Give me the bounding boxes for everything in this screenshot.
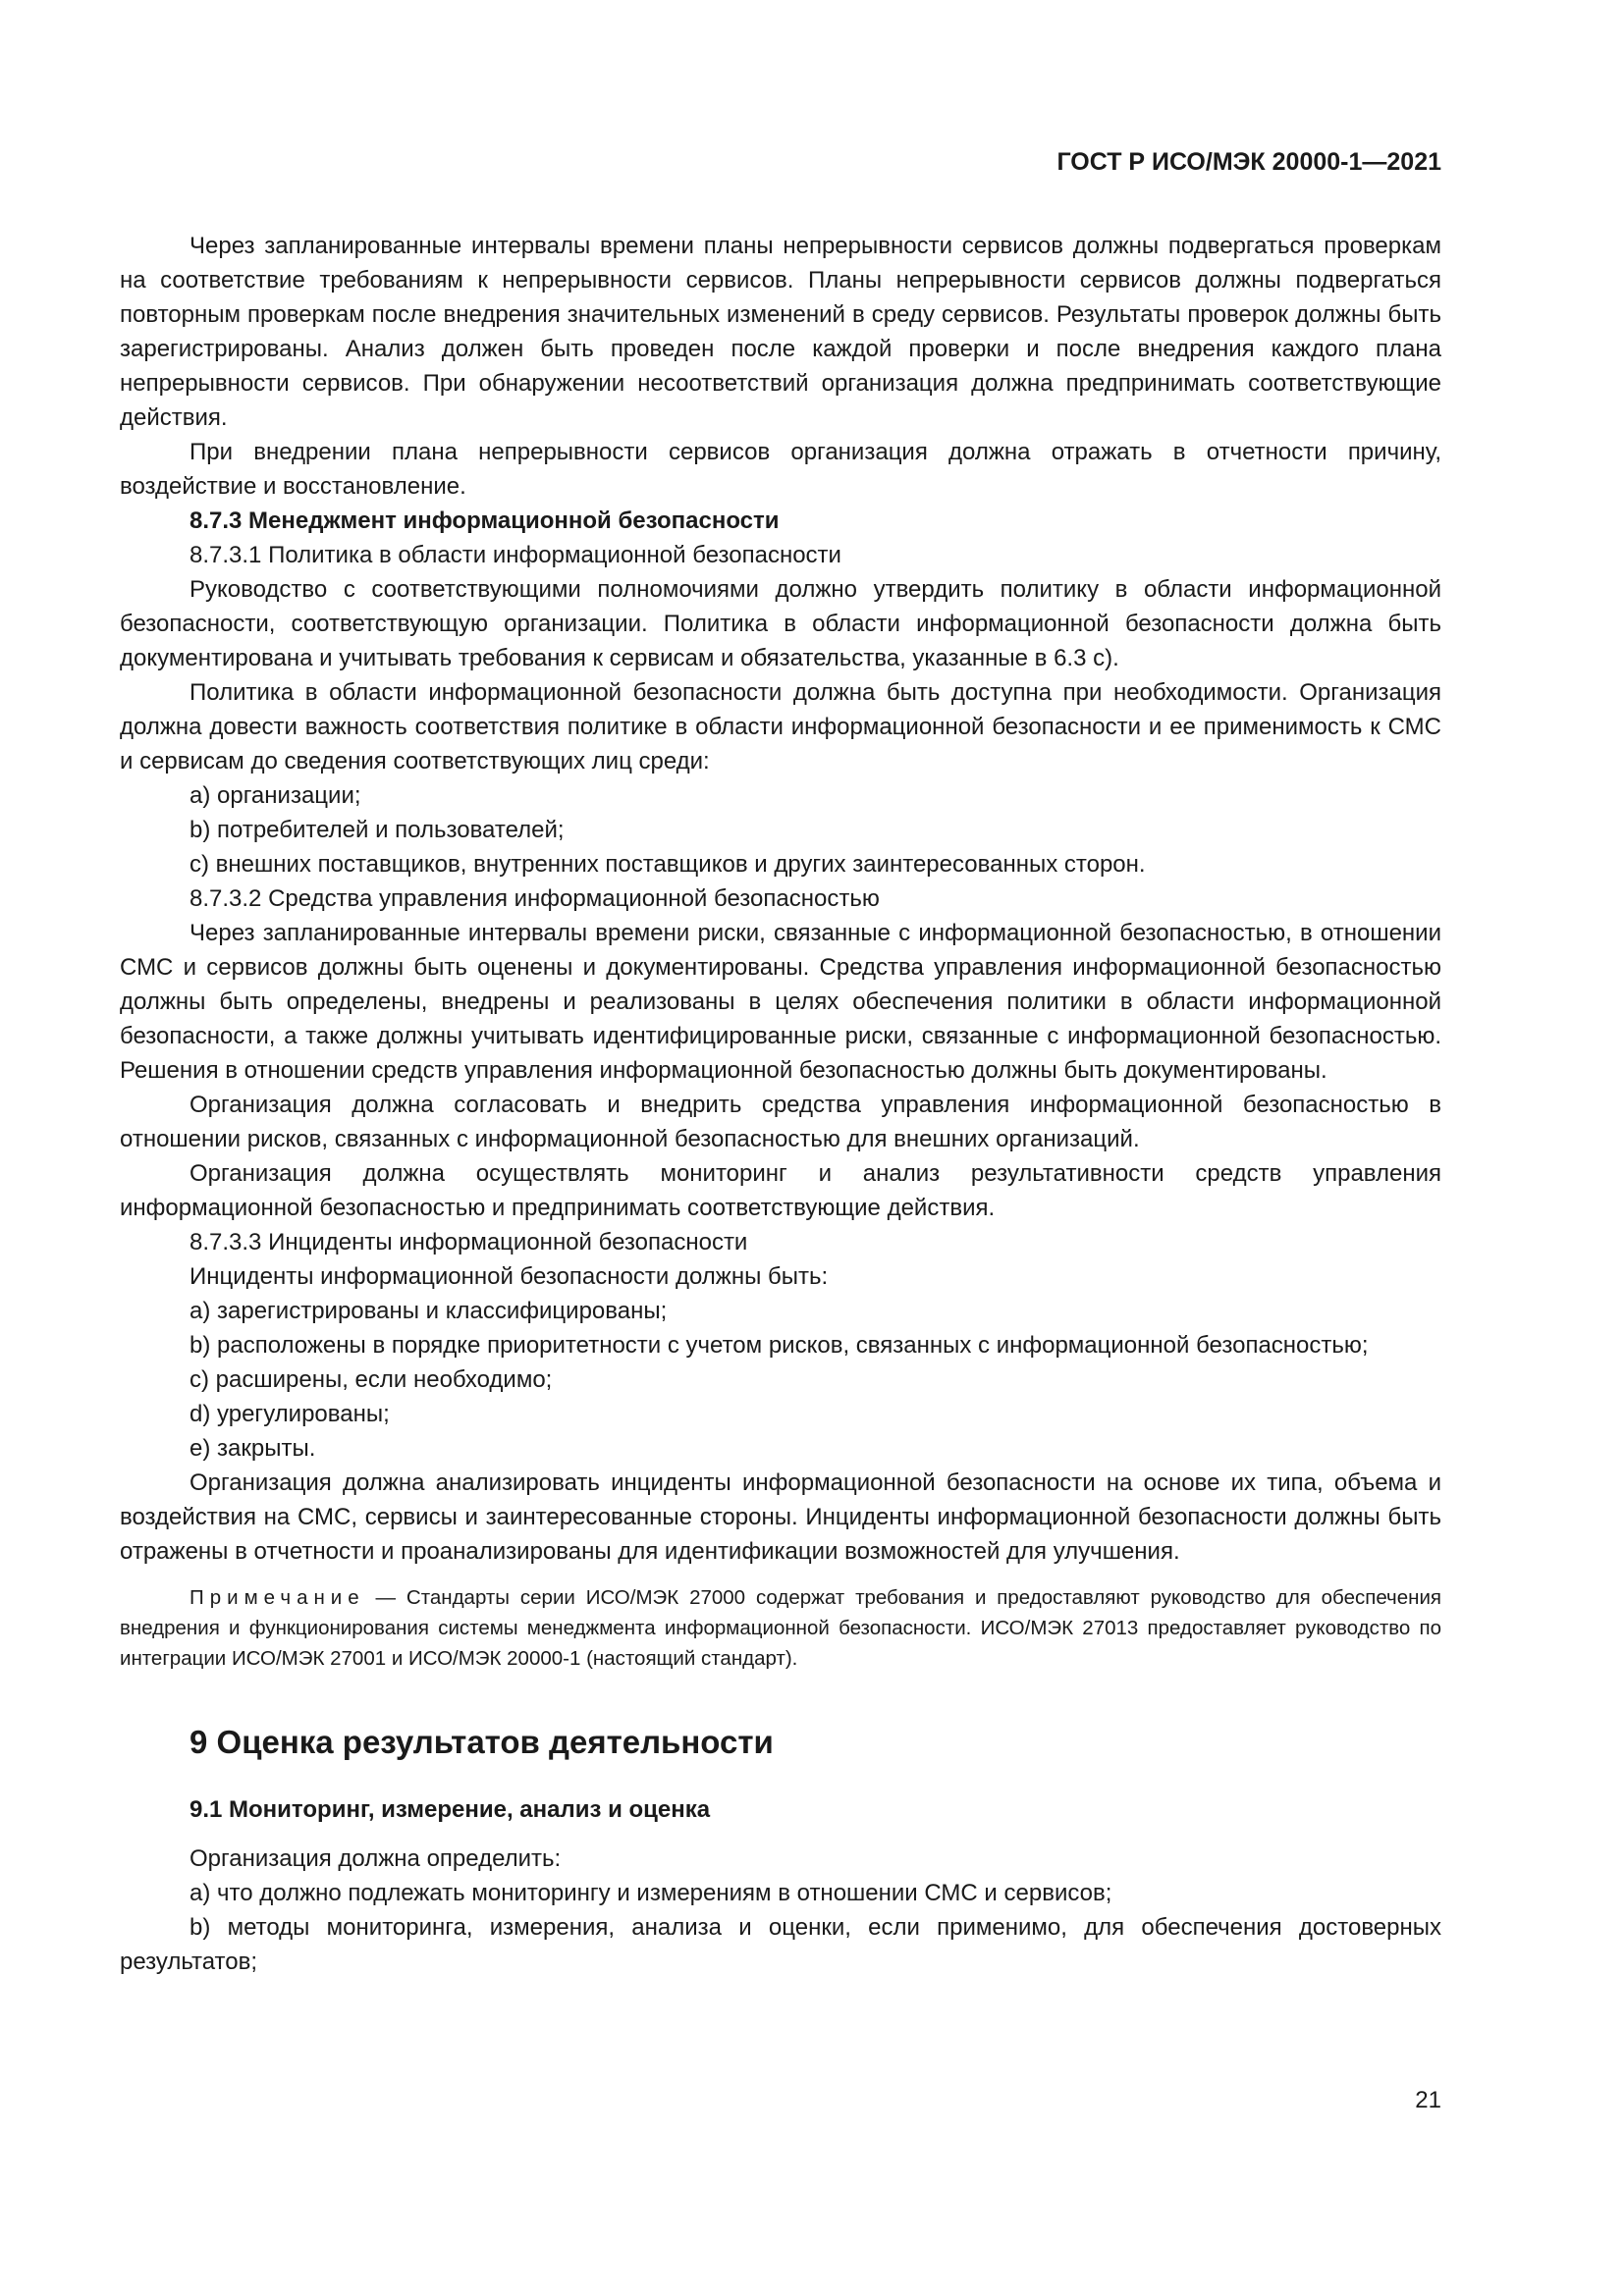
paragraph: Организация должна согласовать и внедрить средства управления информационной безопасностью в отношении рисков, связанных с информационной безопасностью для внешних организаций. [120, 1092, 1441, 1152]
paragraph: Руководство с соответствующими полномочиями должно утвердить политику в области информационной безопасности, соответствующую организации. Политика в области информационной безопасности должна быть документирована и учитывать требования к сервисам и обязательства, указанные в 6.3 c). [120, 576, 1441, 671]
section-heading-8-7-3: 8.7.3 Менеджмент информационной безопасности [189, 507, 780, 534]
note [120, 1582, 1441, 1674]
paragraph: Через запланированные интервалы времени планы непрерывности сервисов должны подвергаться проверкам на соответствие требованиям к непрерывности сервисов. Планы непрерывности сервисов должны подвергаться повторным проверкам после внедрения значительных изменений в среду сервисов. Результаты проверок должны быть зарегистрированы. Анализ должен быть проведен после каждой проверки и после внедрения каждого плана непрерывности сервисов. При обнаружении несоответствий организация должна предпринимать соответствующие действия. [120, 233, 1441, 431]
list-item: b) расположены в порядке приоритетности с учетом рисков, связанных с информационной безопасностью; [189, 1332, 1369, 1359]
subsection-heading-8-7-3-1: 8.7.3.1 Политика в области информационной безопасности [189, 542, 841, 568]
list-item: a) что должно подлежать мониторингу и измерениям в отношении СМС и сервисов; [189, 1880, 1112, 1906]
page-number: 21 [1415, 2087, 1441, 2113]
paragraph: Инциденты информационной безопасности должны быть: [189, 1263, 829, 1290]
list-item: a) зарегистрированы и классифицированы; [189, 1298, 668, 1324]
list-item: c) расширены, если необходимо; [189, 1366, 553, 1393]
subsection-heading-8-7-3-3: 8.7.3.3 Инциденты информационной безопасности [189, 1229, 748, 1255]
section-heading-9-1: 9.1 Мониторинг, измерение, анализ и оценка [189, 1796, 711, 1823]
list-item: d) урегулированы; [189, 1401, 390, 1427]
list-item: e) закрыты. [189, 1435, 316, 1462]
paragraph: При внедрении плана непрерывности сервисов организация должна отражать в отчетности причину, воздействие и восстановление. [120, 439, 1441, 500]
document-header: ГОСТ Р ИСО/МЭК 20000-1—2021 [1056, 148, 1441, 176]
list-item: b) методы мониторинга, измерения, анализа и оценки, если применимо, для обеспечения достоверных результатов; [120, 1914, 1441, 1975]
paragraph: Через запланированные интервалы времени риски, связанные с информационной безопасностью, в отношении СМС и сервисов должны быть оценены и документированы. Средства управления информационной безопасностью должны быть определены, внедрены и реализованы в целях обеспечения политики в области информационной безопасности, а также должны учитывать идентифицированные риски, связанные с информационной безопасностью. Решения в отношении средств управления информационной безопасностью должны быть документированы. [120, 920, 1441, 1084]
paragraph: Организация должна определить: [189, 1845, 562, 1872]
note-label: Примечание [189, 1586, 365, 1609]
note-text: — Стандарты серии ИСО/МЭК 27000 содержат требования и предоставляют руководство для обеспечения внедрения и функционирования системы менеджмента информационной безопасности. ИСО/МЭК 27013 предоставляет руководство по интеграции ИСО/МЭК 27001 и ИСО/МЭК 20000-1 (настоящий стандарт). [120, 1586, 1441, 1670]
document-page [120, 147, 1441, 2287]
list-item: c) внешних поставщиков, внутренних поставщиков и других заинтересованных сторон. [189, 851, 1146, 878]
paragraph: Организация должна осуществлять мониторинг и анализ результативности средств управления информационной безопасностью и предпринимать соответствующие действия. [120, 1160, 1441, 1221]
paragraph: Политика в области информационной безопасности должна быть доступна при необходимости. Организация должна довести важность соответствия политике в области информационной безопасности и ее применимость к СМС и сервисам до сведения соответствующих лиц среди: [120, 679, 1441, 774]
subsection-heading-8-7-3-2: 8.7.3.2 Средства управления информационной безопасностью [189, 885, 880, 912]
list-item: a) организации; [189, 782, 361, 809]
paragraph: Организация должна анализировать инциденты информационной безопасности на основе их типа, объема и воздействия на СМС, сервисы и заинтересованные стороны. Инциденты информационной безопасности должны быть отражены в отчетности и проанализированы для идентификации возможностей для улучшения. [120, 1469, 1441, 1565]
section-heading-9: 9 Оценка результатов деятельности [189, 1724, 774, 1760]
list-item: b) потребителей и пользователей; [189, 817, 565, 843]
